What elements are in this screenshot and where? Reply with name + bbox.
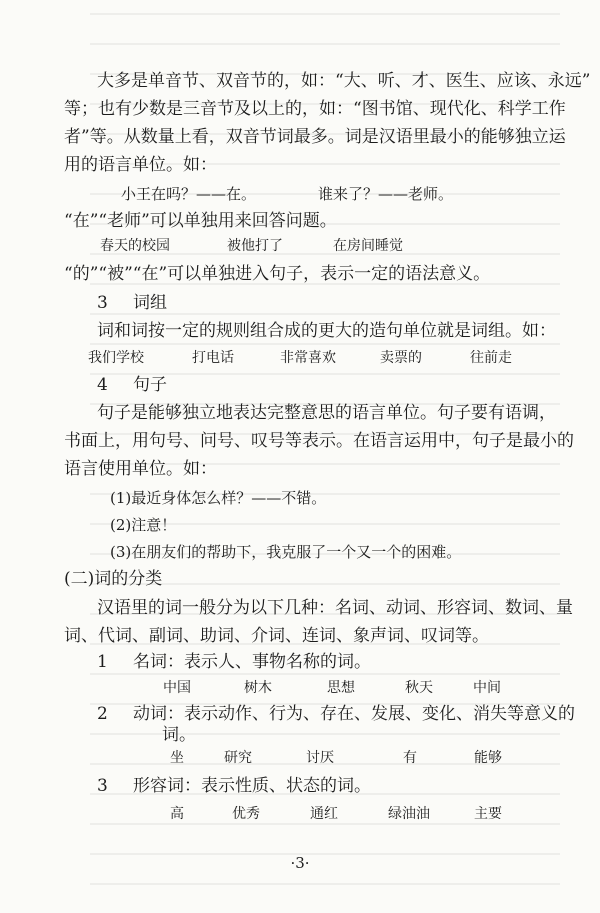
paragraph-line: 语言使用单位。如： [64,459,217,479]
paragraph-line: 书面上，用句号、问号、叹号等表示。在语言运用中，句子是最小的 [64,431,574,451]
example-word: 卖票的 [380,350,422,366]
word-class-definition: 表示动作、行为、存在、发展、变化、消失等意义的 [184,704,575,724]
section-title: 词组 [133,293,167,313]
example-word: 中国 [163,680,191,696]
section-heading [97,374,167,396]
example-word: 优秀 [232,806,260,822]
section-title: 句子 [133,375,167,395]
note-line: “在”“老师”可以单独用来回答问题。 [64,211,337,231]
example-word: 能够 [474,750,502,766]
paragraph-line: 词和词按一定的规则组合成的更大的造句单位就是词组。如： [97,321,556,341]
example-word: 讨厌 [306,750,334,766]
example-word: 往前走 [470,350,512,366]
example-text: 春天的校园 [100,238,170,254]
section-number: 4 [97,375,108,395]
example-word: 思想 [327,680,355,696]
example-word: 研究 [224,750,252,766]
example-word: 我们学校 [88,350,144,366]
example-word: 通红 [310,806,338,822]
word-class-definition: 表示性质、状态的词。 [201,776,371,796]
example-word: 坐 [170,750,184,766]
note-line: “的”“被”“在”可以单独进入句子，表示一定的语法意义。 [64,264,491,284]
example-text: 被他打了 [227,238,283,254]
example-word: 非常喜欢 [280,350,336,366]
word-class-label: 名词： [133,652,184,672]
word-class-definition: 表示人、事物名称的词。 [184,652,371,672]
example-word: 中间 [473,680,501,696]
paragraph-line: 词、代词、副词、助词、介词、连词、象声词、叹词等。 [64,626,489,646]
example-word: 有 [403,750,417,766]
item-number: 3 [97,776,108,796]
word-class-heading [97,775,371,797]
page-number: ·3· [290,854,310,872]
word-class-label: 形容词： [133,776,201,796]
word-class-definition-cont: 词。 [162,725,196,745]
subsection-heading: (二)词的分类 [64,569,163,589]
word-class-heading [97,703,575,725]
item-number: 2 [97,704,108,724]
section-number: 3 [97,293,108,313]
example-word: 绿油油 [388,806,430,822]
paragraph-line: 大多是单音节、双音节的，如：“大、听、才、医生、应该、永远” [97,71,591,91]
paragraph-line: 者”等。从数量上看，双音节词最多。词是汉语里最小的能够独立运 [64,127,566,147]
paragraph-line: 句子是能够独立地表达完整意思的语言单位。句子要有语调， [97,403,556,423]
sentence-example: (1)最近身体怎么样？——不错。 [110,489,327,507]
example-word: 打电话 [192,350,234,366]
word-class-heading [97,651,371,673]
example-word: 树木 [244,680,272,696]
word-class-label: 动词： [133,704,184,724]
paragraph-line: 用的语言单位。如： [64,155,217,175]
section-heading [97,292,167,314]
example-word: 秋天 [405,680,433,696]
example-text: 小王在吗？——在。 [121,185,257,203]
sentence-example: (3)在朋友们的帮助下，我克服了一个又一个的困难。 [110,543,462,561]
example-word: 高 [170,806,184,822]
example-word: 主要 [474,806,502,822]
example-text: 谁来了？——老师。 [318,185,454,203]
paragraph-line: 等；也有少数是三音节及以上的，如：“图书馆、现代化、科学工作 [64,99,566,119]
paragraph-line: 汉语里的词一般分为以下几种：名词、动词、形容词、数词、量 [97,598,573,618]
sentence-example: (2)注意！ [110,516,177,534]
example-text: 在房间睡觉 [333,238,403,254]
item-number: 1 [97,652,108,672]
